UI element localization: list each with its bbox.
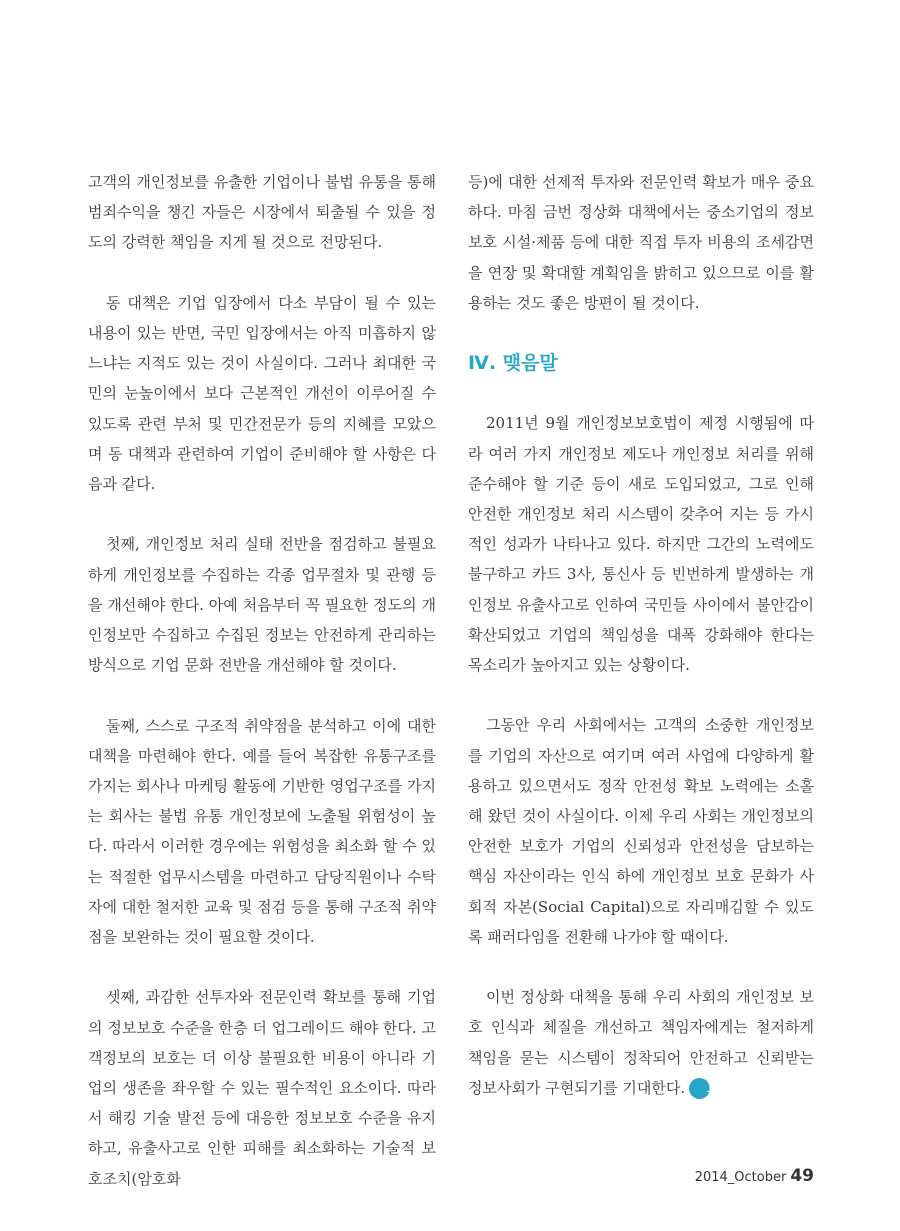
paragraph: 2011년 9월 개인정보보호법이 제정 시행됨에 따라 여러 가지 개인정보 제도나 개인정보 처리를 위해 준수해야 할 기준 등이 새로 도입되었고, 그로 인해 안전한 개인정보 처리 시스템이 갖추어 지는 등 가시적인 성과가 나타나고 있다. 하지만 그간의 노력에도 불구하고 카드 3사, 통신사 등 빈번하게 발생하는 개인정보 유출사고로 인하여 국민들 사이에서 불안감이 확산되었고 기업의 책임성을 대폭 강화해야 한다는 목소리가 높아지고 있는 상황이다.	[468, 414, 814, 675]
page-footer	[695, 1166, 814, 1186]
paragraph: 동 대책은 기업 입장에서 다소 부담이 될 수 있는 내용이 있는 반면, 국민 입장에서는 아직 미흡하지 않느냐는 지적도 있는 것이 사실이다. 그러나 최대한 국민의 눈높이에서 보다 근본적인 개선이 이루어질 수 있도록 관련 부처 및 민간전문가 등의 지혜를 모았으며 동 대책과 관련하여 기업이 준비해야 할 사항은 다음과 같다.	[88, 293, 436, 494]
paragraph: 그동안 우리 사회에서는 고객의 소중한 개인정보를 기업의 자산으로 여기며 여러 사업에 다양하게 활용하고 있으면서도 정작 안전성 확보 노력에는 소홀해 왔던 것이 사실이다. 이제 우리 사회는 개인정보의 안전한 보호가 기업의 신뢰성과 안전성을 담보하는 핵심 자산이라는 인식 하에 개인정보 보호 문화가 사회적 자본(Social Capital)으로 자리매김할 수 있도록 패러다임을 전환해 나가야 할 때이다.	[468, 716, 814, 946]
paragraph: 둘째, 스스로 구조적 취약점을 분석하고 이에 대한 대책을 마련해야 한다. 예를 들어 복잡한 유통구조를 가지는 회사나 마케팅 활동에 기반한 영업구조를 가지는 회사는 불법 유통 개인정보에 노출될 위험성이 높다. 따라서 이러한 경우에는 위험성을 최소화 할 수 있는 적절한 업무시스템을 마련하고 담당직원이나 수탁자에 대한 철저한 교육 및 점검 등을 통해 구조적 취약점을 보완하는 것이 필요할 것이다.	[88, 716, 436, 947]
closing-paragraph	[468, 982, 814, 1103]
paragraph: 셋째, 과감한 선투자와 전문인력 확보를 통해 기업의 정보보호 수준을 한층 더 업그레이드 해야 한다. 고객정보의 보호는 더 이상 불필요한 비용이 아니라 기업의 생존을 좌우할 수 있는 필수적인 요소이다. 따라서 해킹 기술 발전 등에 대응한 정보보호 수준을 유지하고, 유출사고로 인한 피해를 최소화하는 기술적 보호조치(암호화	[88, 988, 436, 1188]
right-column	[468, 167, 814, 1133]
page-number: 49	[790, 1166, 814, 1186]
closing-text: 이번 정상화 대책을 통해 우리 사회의 개인정보 보호 인식과 체질을 개선하고 책임자에게는 철저하게 책임을 묻는 시스템이 정착되어 안전하고 신뢰받는 정보사회가 구현되기를 기대한다.	[468, 988, 814, 1097]
left-column	[88, 167, 436, 1224]
section-heading: Ⅳ. 맺음말	[468, 352, 558, 375]
issue-label: 2014_October	[694, 1170, 787, 1185]
paragraph: 등)에 대한 선제적 투자와 전문인력 확보가 매우 중요하다. 마침 금번 정상화 대책에서는 중소기업의 정보보호 시설·제품 등에 대한 직접 투자 비용의 조세감면을 연장 및 확대할 계획임을 밝히고 있으므로 이를 활용하는 것도 좋은 방편이 될 것이다.	[468, 173, 814, 312]
end-mark-icon: 보	[689, 1078, 710, 1099]
paragraph: 고객의 개인정보를 유출한 기업이나 불법 유통을 통해 범죄수익을 챙긴 자들은 시장에서 퇴출될 수 있을 정도의 강력한 책임을 지게 될 것으로 전망된다.	[88, 173, 436, 252]
paragraph: 첫째, 개인정보 처리 실태 전반을 점검하고 불필요하게 개인정보를 수집하는 각종 업무절차 및 관행 등을 개선해야 한다. 아예 처음부터 꼭 필요한 정도의 개인정보만 수집하고 수집된 정보는 안전하게 관리하는 방식으로 기업 문화 전반을 개선해야 할 것이다.	[88, 535, 436, 675]
